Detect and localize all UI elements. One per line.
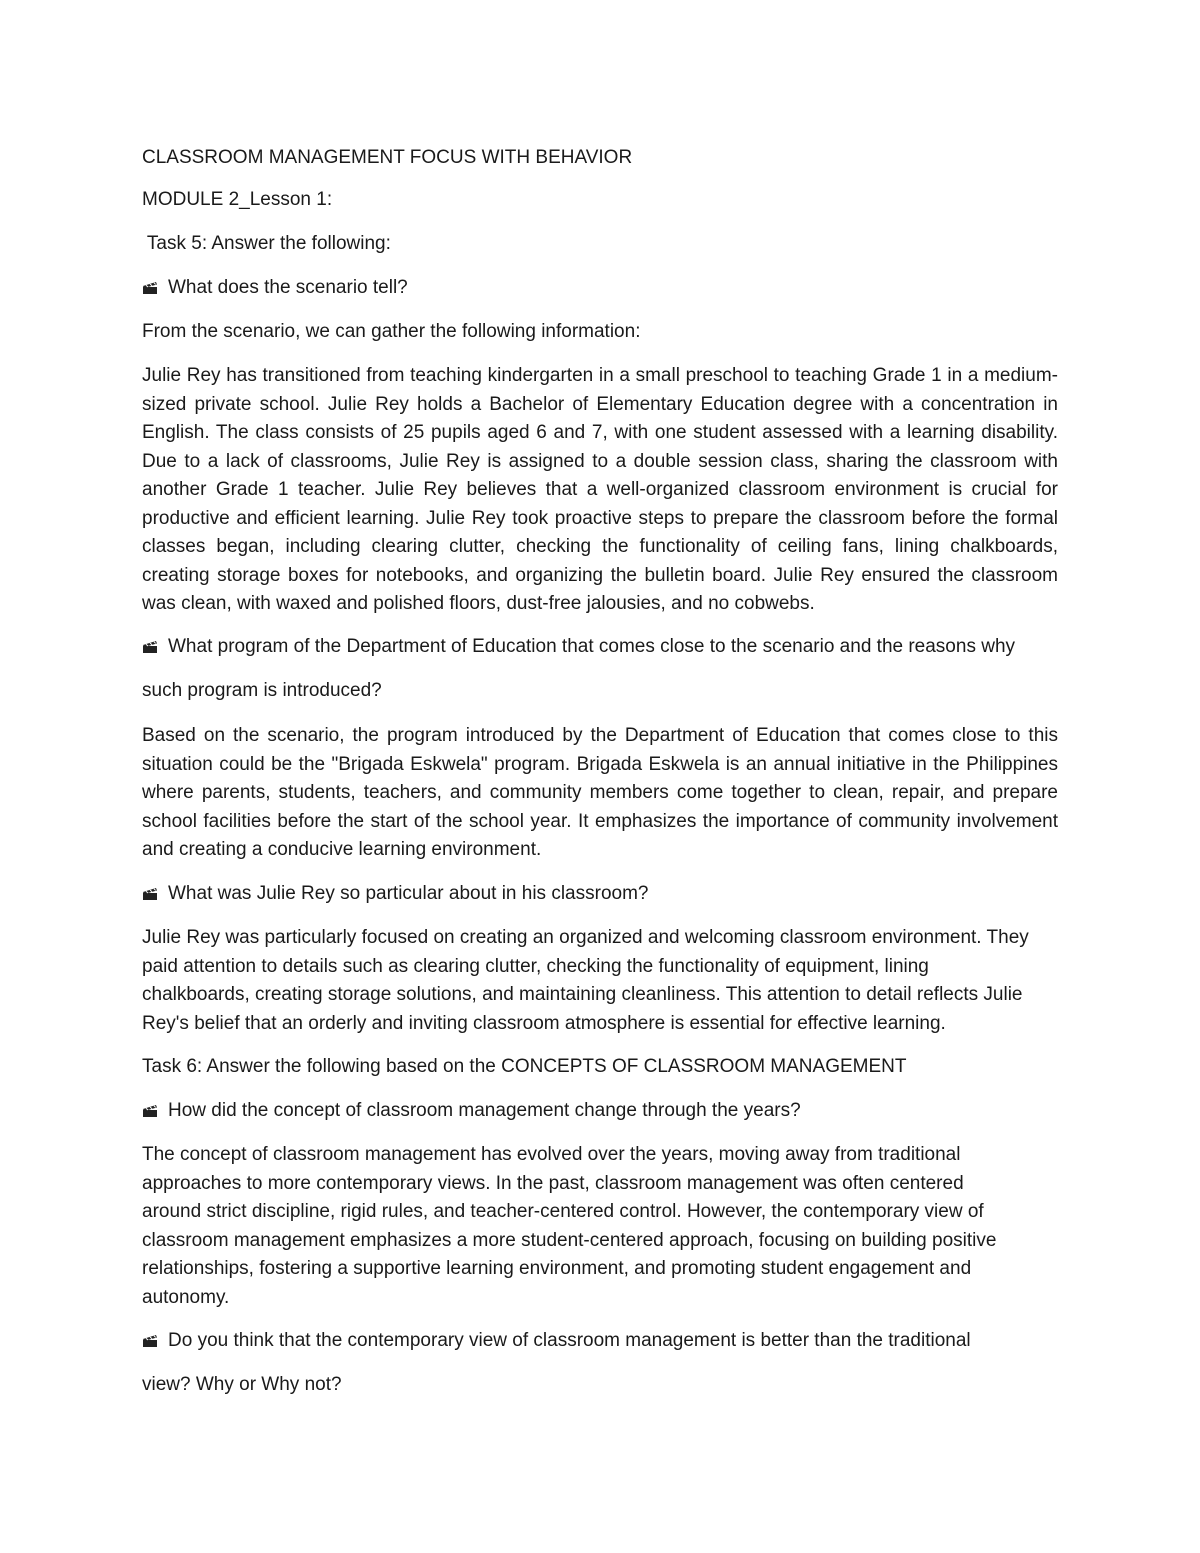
answer-3-line: Rey's belief that an orderly and inviting classroom atmosphere is essential for effective learning.	[142, 1012, 946, 1034]
answer-1: Julie Rey has transitioned from teaching kindergarten in a small preschool to teaching Grade 1 in a medium-sized private school. Julie Rey holds a Bachelor of Elementary Education degree with a concentration in English. The class consists of 25 pupils aged 6 and 7, with one student assessed with a learning disability. Due to a lack of classrooms, Julie Rey is assigned to a double session class, sharing the classroom with another Grade 1 teacher. Julie Rey believes that a well-organized classroom environment is crucial for productive and efficient learning. Julie Rey took proactive steps to prepare the classroom before the formal classes began, including clearing clutter, checking the functionality of ceiling fans, lining chalkboards, creating storage boxes for notebooks, and organizing the bulletin board. Julie Rey ensured the classroom was clean, with waxed and polished floors, dust-free jalousies, and no cobwebs.	[142, 365, 1058, 614]
answer-3-line: paid attention to details such as clearing clutter, checking the functionality of equipment, lining	[142, 955, 929, 977]
question-4-text: How did the concept of classroom management change through the years?	[168, 1100, 801, 1121]
answer-4-line: autonomy.	[142, 1286, 230, 1308]
answer-4-line: relationships, fostering a supportive learning environment, and promoting student engagement and	[142, 1258, 972, 1279]
clapperboard-icon	[142, 1334, 158, 1348]
answer-4-line: The concept of classroom management has evolved over the years, moving away from traditional	[142, 1144, 961, 1165]
question-4	[142, 1097, 801, 1126]
clapperboard-icon	[142, 1104, 158, 1118]
question-1	[142, 274, 408, 303]
question-5-text: Do you think that the contemporary view of classroom management is better than the traditional	[168, 1330, 971, 1351]
clapperboard-icon	[142, 887, 158, 901]
question-2-text: What program of the Department of Education that comes close to the scenario and the reasons why	[168, 636, 1016, 657]
question-1-text: What does the scenario tell?	[168, 277, 408, 298]
answer-4-line: around strict discipline, rigid rules, and teacher-centered control. However, the contemporary view of	[142, 1201, 984, 1222]
question-5	[142, 1327, 971, 1356]
intro-text: From the scenario, we can gather the following information:	[142, 321, 641, 342]
answer-3	[142, 924, 1029, 1038]
question-2	[142, 633, 1015, 662]
answer-4	[142, 1141, 996, 1312]
task5-heading: Task 5: Answer the following:	[142, 233, 391, 254]
answer-3-line: Julie Rey was particularly focused on creating an organized and welcoming classroom environment. They	[142, 927, 1029, 948]
question-3-text: What was Julie Rey so particular about in his classroom?	[168, 883, 649, 904]
clapperboard-icon	[142, 640, 158, 654]
module-heading: MODULE 2_Lesson 1:	[142, 189, 333, 210]
answer-4-line: approaches to more contemporary views. In the past, classroom management was often centered	[142, 1172, 964, 1194]
task6-heading: Task 6: Answer the following based on the CONCEPTS OF CLASSROOM MANAGEMENT	[142, 1056, 907, 1077]
clapperboard-icon	[142, 281, 158, 295]
answer-2: Based on the scenario, the program introduced by the Department of Education that comes close to this situation could be the "Brigada Eskwela" program. Brigada Eskwela is an annual initiative in the Philippines where parents, students, teachers, and community members come together to clean, repair, and prepare school facilities before the start of the school year. It emphasizes the importance of community involvement and creating a conducive learning environment.	[142, 725, 1058, 860]
question-3	[142, 880, 648, 909]
question-5-continuation: view? Why or Why not?	[142, 1374, 342, 1395]
document-title: CLASSROOM MANAGEMENT FOCUS WITH BEHAVIOR	[142, 147, 633, 168]
answer-4-line: classroom management emphasizes a more student-centered approach, focusing on building positive	[142, 1229, 997, 1251]
question-2-continuation: such program is introduced?	[142, 680, 382, 701]
answer-3-line: chalkboards, creating storage solutions, and maintaining cleanliness. This attention to detail reflects Julie	[142, 984, 1023, 1005]
